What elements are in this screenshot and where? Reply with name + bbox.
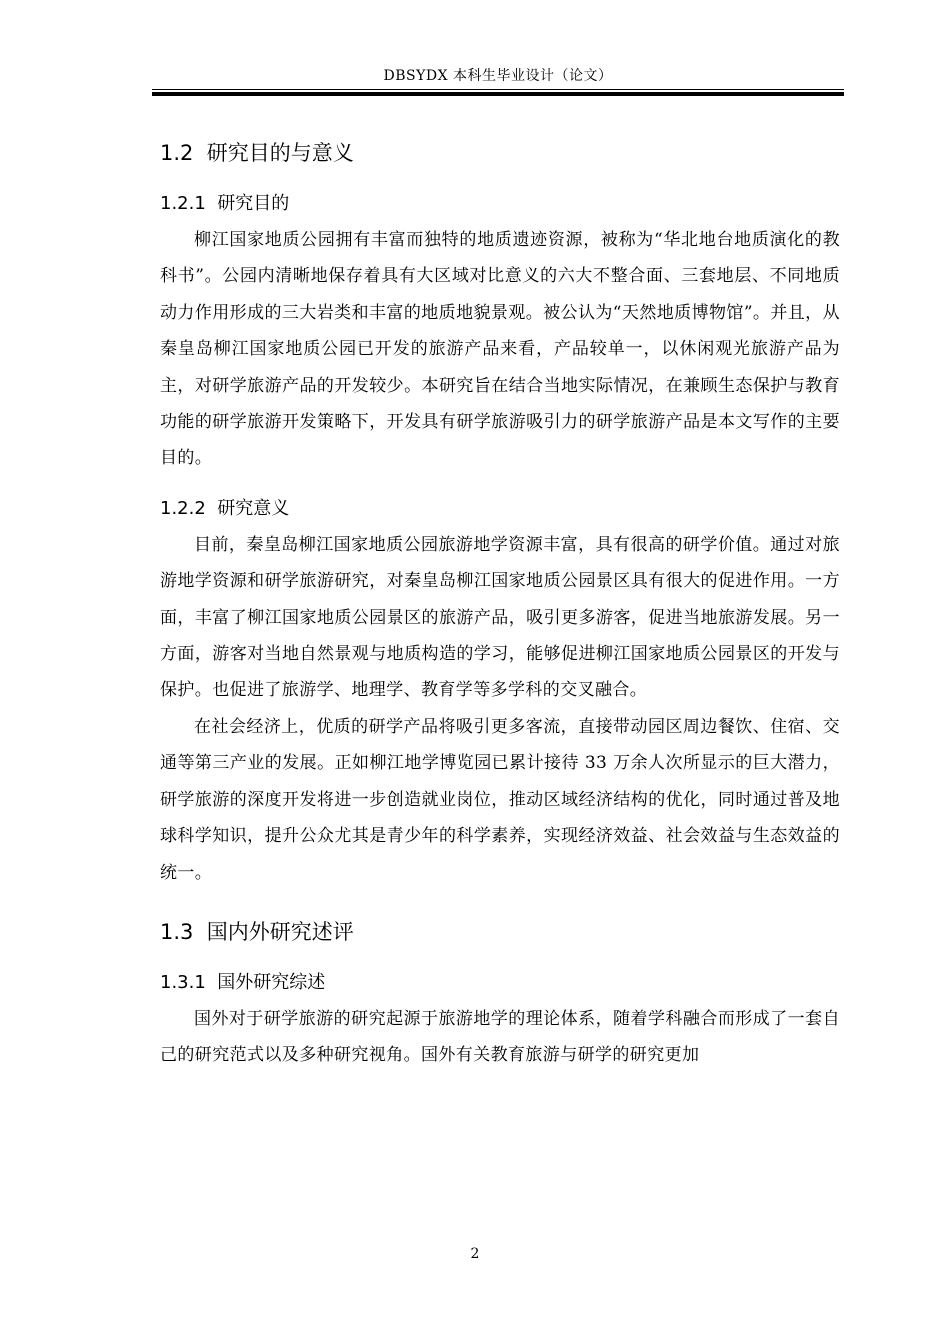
section-heading-1-2: 1.2 研究目的与意义 <box>160 141 354 165</box>
header-rule-thin <box>152 89 844 90</box>
paragraph-research-significance-2: 在社会经济上，优质的研学产品将吸引更多客流，直接带动园区周边餐饮、住宿、交通等第三产业的发展。正如柳江地学博览园已累计接待 33 万余人次所显示的巨大潜力，研学旅游的深度开发将进一步创造就业岗位，推动区域经济结构的优化，同时通过普及地球科学知识，提升公众尤其是青少年的科学素养，实现经济效益、社会效益与生态效益的统一。 <box>160 716 840 883</box>
paragraph-research-significance-1: 目前，秦皇岛柳江国家地质公园旅游地学资源丰富，具有很高的研学价值。通过对旅游地学资源和研学旅游研究，对秦皇岛柳江国家地质公园景区具有很大的促进作用。一方面，丰富了柳江国家地质公园景区的旅游产品，吸引更多游客，促进当地旅游发展。另一方面，游客对当地自然景观与地质构造的学习，能够促进柳江国家地质公园景区的开发与保护。也促进了旅游学、地理学、教育学等多学科的交叉融合。 <box>160 534 840 701</box>
header-rule-thick <box>152 92 844 96</box>
running-header: DBSYDX 本科生毕业设计（论文） <box>383 68 613 84</box>
subsection-heading-1-2-2: 1.2.2 研究意义 <box>160 497 290 519</box>
page-body <box>160 138 840 1074</box>
paragraph-foreign-review: 国外对于研学旅游的研究起源于旅游地学的理论体系，随着学科融合而形成了一套自己的研究范式以及多种研究视角。国外有关教育旅游与研学的研究更加 <box>160 1008 840 1066</box>
section-heading-1-3: 1.3 国内外研究述评 <box>160 919 354 944</box>
subsection-heading-1-3-1: 1.3.1 国外研究综述 <box>160 971 326 993</box>
page-number: 2 <box>470 1246 480 1262</box>
subsection-heading-1-2-1: 1.2.1 研究目的 <box>160 193 290 214</box>
paragraph-research-purpose: 柳江国家地质公园拥有丰富而独特的地质遗迹资源，被称为“华北地台地质演化的教科书”。公园内清晰地保存着具有大区域对比意义的六大不整合面、三套地层、不同地质动力作用形成的三大岩类和丰富的地质地貌景观。被公认为“天然地质博物馆”。并且，从秦皇岛柳江国家地质公园已开发的旅游产品来看，产品较单一，以休闲观光旅游产品为主，对研学旅游产品的开发较少。本研究旨在结合当地实际情况，在兼顾生态保护与教育功能的研学旅游开发策略下，开发具有研学旅游吸引力的研学旅游产品是本文写作的主要目的。 <box>160 230 840 469</box>
